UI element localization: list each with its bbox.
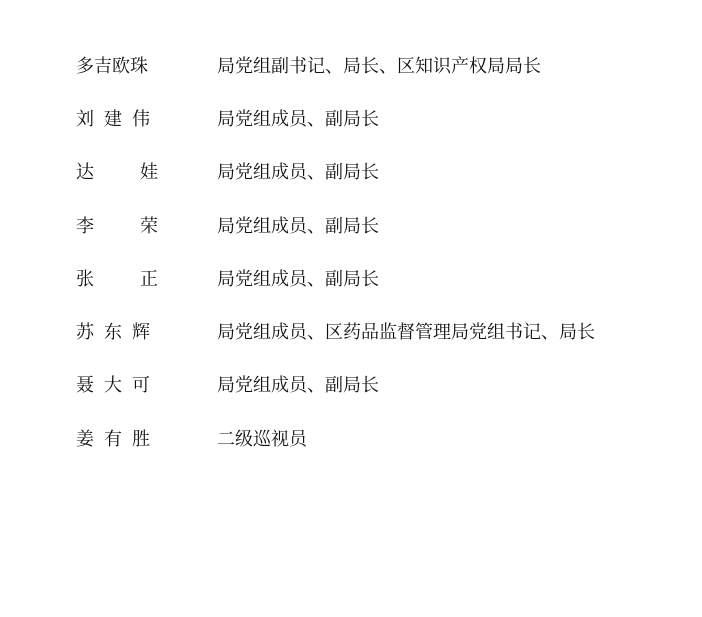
member-name: 苏东辉 bbox=[76, 322, 160, 344]
member-title: 局党组成员、副局长 bbox=[217, 108, 379, 130]
roster-row bbox=[76, 200, 696, 253]
leadership-roster bbox=[76, 40, 696, 466]
roster-row bbox=[76, 306, 696, 359]
roster-row bbox=[76, 413, 696, 466]
member-title: 局党组成员、副局长 bbox=[217, 375, 379, 397]
member-name: 李荣 bbox=[76, 215, 204, 237]
roster-row bbox=[76, 360, 696, 413]
member-title: 局党组成员、副局长 bbox=[217, 215, 379, 237]
roster-row bbox=[76, 147, 696, 200]
member-title: 局党组成员、副局长 bbox=[217, 162, 379, 184]
member-title: 局党组成员、区药品监督管理局党组书记、局长 bbox=[217, 322, 595, 344]
roster-row bbox=[76, 93, 696, 146]
member-name: 达娃 bbox=[76, 162, 204, 184]
member-name: 姜有胜 bbox=[76, 428, 160, 450]
member-name: 刘建伟 bbox=[76, 108, 160, 130]
member-title: 局党组副书记、局长、区知识产权局局长 bbox=[217, 55, 541, 77]
member-name: 张正 bbox=[76, 268, 204, 290]
roster-row bbox=[76, 253, 696, 306]
member-title: 局党组成员、副局长 bbox=[217, 268, 379, 290]
roster-row bbox=[76, 40, 696, 93]
member-name: 聂大可 bbox=[76, 375, 160, 397]
member-title: 二级巡视员 bbox=[217, 428, 307, 450]
member-name: 多吉欧珠 bbox=[76, 55, 148, 77]
